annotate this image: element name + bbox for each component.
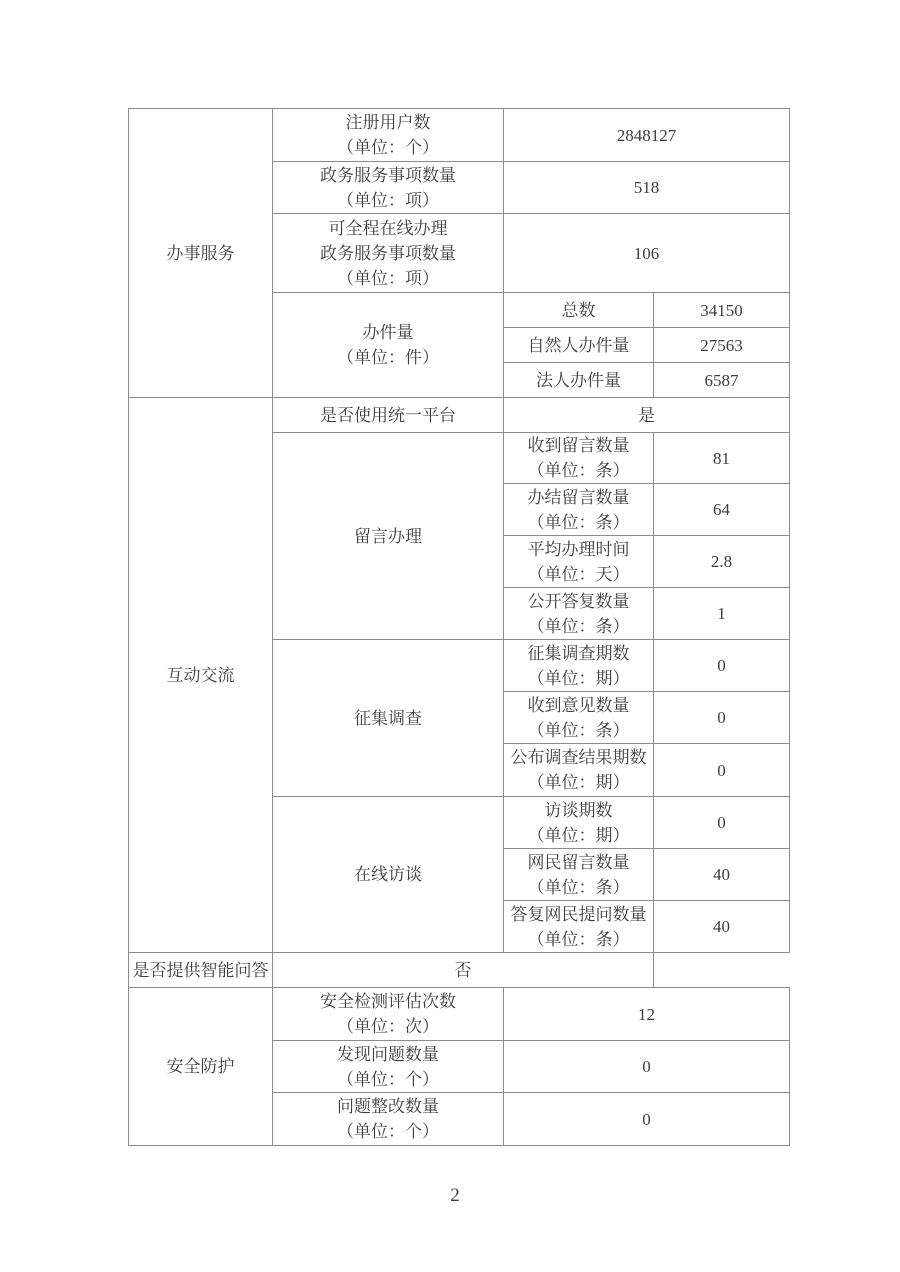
value-survey-periods: 0	[654, 640, 790, 692]
value-security-assessments: 12	[504, 988, 790, 1041]
group-cell-interaction	[129, 398, 273, 953]
label-problems-rectified	[273, 1093, 504, 1146]
value-netizen-messages: 40	[654, 849, 790, 901]
label-line: 答复网民提问数量	[510, 904, 647, 924]
annual-report-table	[128, 108, 790, 1146]
unit-line: （单位：次）	[337, 1017, 439, 1036]
value-interview-periods: 0	[654, 797, 790, 849]
label-line: 注册用户数	[345, 113, 431, 132]
unit-line: （单位：条）	[527, 616, 630, 636]
page-number: 2	[450, 1185, 460, 1206]
sublabel-opinions-received	[504, 692, 654, 744]
value-cases-natural-person: 27563	[654, 328, 790, 363]
value-service-items: 518	[504, 162, 790, 214]
label-line: 政务服务事项数量	[320, 243, 456, 263]
group-cell-security	[129, 988, 273, 1146]
sublabel-netizen-messages	[504, 849, 654, 901]
value-cases-legal-person: 6587	[654, 363, 790, 398]
value-messages-completed: 64	[654, 484, 790, 536]
label-smart-qa: 是否提供智能问答	[129, 953, 273, 988]
label-line: 征集调查期数	[527, 643, 630, 663]
unit-line: （单位：个）	[337, 1069, 439, 1089]
value-messages-received: 81	[654, 433, 790, 484]
label-line: 办结留言数量	[527, 487, 630, 507]
label-problems-found	[273, 1041, 504, 1093]
label-registered-users	[273, 109, 504, 162]
unit-line: （单位：天）	[527, 564, 630, 584]
label-line: 收到留言数量	[527, 436, 630, 455]
value-cases-total: 34150	[654, 293, 790, 328]
sublabel-avg-handling-time	[504, 536, 654, 588]
value-public-replies: 1	[654, 588, 790, 640]
sublabel-cases-total: 总数	[504, 293, 654, 328]
label-line: 问题整改数量	[337, 1097, 439, 1116]
group-label-interaction: 互动交流	[166, 665, 235, 685]
label-online-items	[273, 214, 504, 293]
sublabel-messages-completed	[504, 484, 654, 536]
label-line: 平均办理时间	[527, 539, 630, 559]
unit-line: （单位：项）	[337, 190, 439, 210]
label-line: 访谈期数	[544, 800, 613, 820]
unit-line: （单位：条）	[527, 720, 630, 740]
unit-line: （单位：期）	[527, 668, 630, 688]
label-line: 发现问题数量	[337, 1044, 439, 1064]
label-service-items	[273, 162, 504, 214]
value-replies-to-netizens: 40	[654, 901, 790, 953]
value-registered-users: 2848127	[504, 109, 790, 162]
value-online-items: 106	[504, 214, 790, 293]
label-line: 可全程在线办理	[328, 218, 448, 238]
unit-line: （单位：件）	[337, 348, 439, 367]
unit-line: （单位：条）	[527, 512, 630, 532]
unit-line: （单位：条）	[527, 877, 630, 897]
label-line: 安全检测评估次数	[320, 992, 456, 1011]
sublabel-cases-natural-person: 自然人办件量	[504, 328, 654, 363]
unit-line: （单位：条）	[527, 461, 630, 480]
value-avg-handling-time: 2.8	[654, 536, 790, 588]
value-opinions-received: 0	[654, 692, 790, 744]
value-problems-found: 0	[504, 1041, 790, 1093]
sublabel-messages-received	[504, 433, 654, 484]
label-surveys: 征集调查	[273, 640, 504, 797]
label-line: 办件量	[362, 323, 414, 342]
label-message-handling: 留言办理	[273, 433, 504, 640]
group-cell-service	[129, 109, 273, 398]
value-results-published: 0	[654, 744, 790, 797]
unit-line: （单位：项）	[337, 268, 439, 288]
label-unified-platform: 是否使用统一平台	[273, 398, 504, 433]
label-line: 公布调查结果期数	[510, 748, 647, 767]
sublabel-cases-legal-person: 法人办件量	[504, 363, 654, 398]
group-label-security: 安全防护	[166, 1057, 235, 1076]
sublabel-survey-periods	[504, 640, 654, 692]
label-line: 政务服务事项数量	[320, 165, 456, 185]
unit-line: （单位：条）	[527, 929, 630, 949]
label-line: 网民留言数量	[527, 852, 630, 872]
unit-line: （单位：个）	[337, 1122, 439, 1141]
sublabel-results-published	[504, 744, 654, 797]
unit-line: （单位：期）	[527, 825, 630, 845]
sublabel-public-replies	[504, 588, 654, 640]
group-label-service: 办事服务	[166, 243, 235, 263]
sublabel-interview-periods	[504, 797, 654, 849]
label-online-interviews: 在线访谈	[273, 797, 504, 953]
value-problems-rectified: 0	[504, 1093, 790, 1146]
label-line: 公开答复数量	[527, 591, 630, 611]
label-cases	[273, 293, 504, 398]
label-security-assessments	[273, 988, 504, 1041]
sublabel-replies-to-netizens	[504, 901, 654, 953]
label-line: 收到意见数量	[527, 695, 630, 715]
value-smart-qa: 否	[273, 953, 654, 988]
value-unified-platform: 是	[504, 398, 790, 433]
unit-line: （单位：期）	[527, 773, 630, 792]
unit-line: （单位：个）	[337, 138, 439, 157]
